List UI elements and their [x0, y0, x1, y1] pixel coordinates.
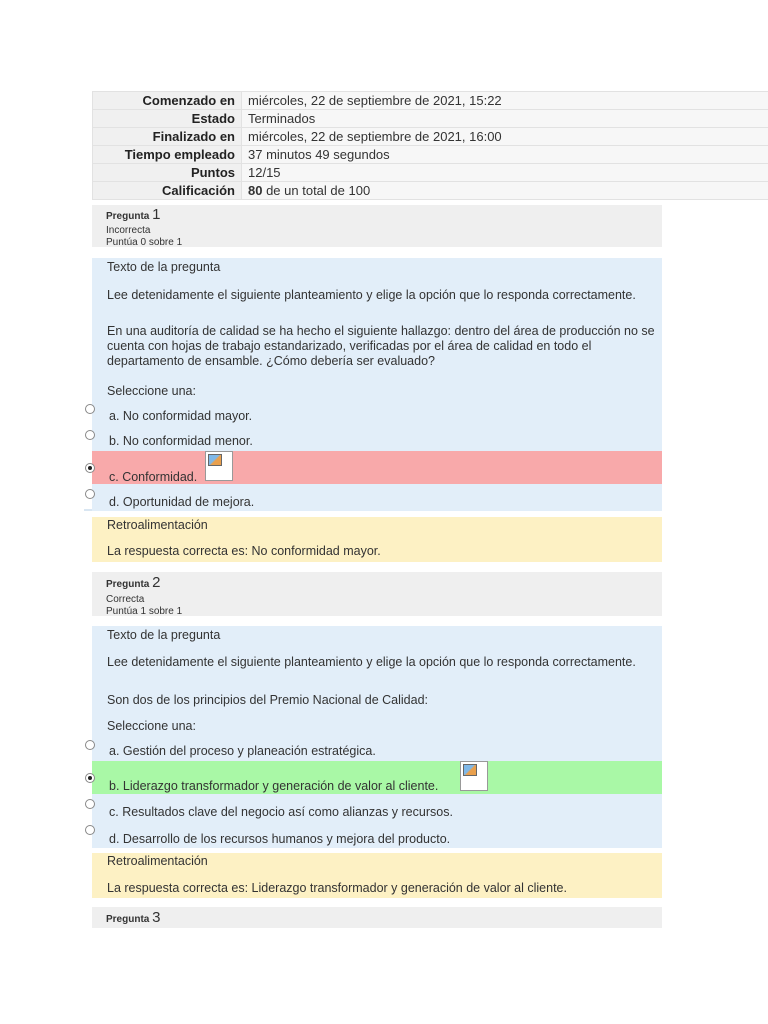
question-body: Son dos de los principios del Premio Nacional de Calidad:: [107, 693, 429, 707]
summary-key: Comenzado en: [93, 92, 242, 110]
q1-option-d[interactable]: [92, 484, 662, 511]
summary-value: 37 minutos 49 segundos: [242, 146, 768, 164]
feedback-heading: Retroalimentación: [107, 854, 208, 868]
question-intro: Lee detenidamente el siguiente planteamiento y elige la opción que lo responda correctamente.: [107, 288, 636, 302]
question-number: 1: [152, 206, 161, 223]
question-label: Pregunta: [106, 579, 150, 590]
feedback-text: La respuesta correcta es: No conformidad mayor.: [107, 544, 381, 558]
attempt-summary-table: [92, 91, 768, 200]
q2-radio-a[interactable]: [85, 740, 95, 750]
question-1-info: [92, 205, 662, 247]
question-body: En una auditoría de calidad se ha hecho el siguiente hallazgo: dentro del área de producción no se cuenta con hojas de trabajo estandarizado, verificadas por el área de calidad en todo el departamento de ensamble. ¿Cómo debería ser evaluado?: [107, 324, 655, 368]
summary-row-grade: [93, 182, 768, 200]
option-label: c. Resultados clave del negocio así como alianzas y recursos.: [109, 805, 453, 819]
grade-total: de un total de 100: [262, 183, 371, 198]
q2-option-c[interactable]: [92, 794, 662, 821]
option-label: d. Oportunidad de mejora.: [109, 495, 255, 509]
question-marks: Puntúa 1 sobre 1: [106, 606, 183, 617]
question-text-heading: Texto de la pregunta: [107, 260, 221, 274]
option-label: c. Conformidad.: [109, 470, 198, 484]
q1-option-b[interactable]: [92, 430, 662, 451]
q2-radio-d[interactable]: [85, 825, 95, 835]
feedback-text: La respuesta correcta es: Liderazgo transformador y generación de valor al cliente.: [107, 881, 567, 895]
summary-row-points: [93, 164, 768, 182]
incorrect-image-icon: [205, 451, 233, 481]
select-prompt: Seleccione una:: [107, 719, 196, 733]
question-1-feedback: [92, 517, 662, 562]
question-3-info: [92, 907, 662, 928]
summary-key: Estado: [93, 110, 242, 128]
divider: [84, 509, 92, 511]
question-intro: Lee detenidamente el siguiente planteamiento y elige la opción que lo responda correctamente.: [107, 655, 636, 669]
question-number: 3: [152, 909, 161, 926]
question-label: Pregunta: [106, 914, 150, 925]
select-prompt: Seleccione una:: [107, 384, 196, 398]
question-marks: Puntúa 0 sobre 1: [106, 237, 183, 248]
q2-radio-b[interactable]: [85, 773, 95, 783]
summary-value: miércoles, 22 de septiembre de 2021, 15:22: [242, 92, 768, 110]
question-text-heading: Texto de la pregunta: [107, 628, 221, 642]
summary-value: Terminados: [242, 110, 768, 128]
question-2-feedback: [92, 853, 662, 898]
q2-option-d[interactable]: [92, 821, 662, 848]
summary-value: 12/15: [242, 164, 768, 182]
option-label: a. No conformidad mayor.: [109, 409, 253, 423]
q2-option-b[interactable]: [92, 761, 662, 794]
summary-row-time: [93, 146, 768, 164]
q1-option-a[interactable]: [92, 404, 662, 430]
question-number: 2: [152, 574, 161, 591]
q1-option-c[interactable]: [92, 451, 662, 484]
summary-value: [242, 182, 768, 200]
option-label: b. Liderazgo transformador y generación de valor al cliente.: [109, 779, 439, 793]
summary-key: Tiempo empleado: [93, 146, 242, 164]
q1-radio-c[interactable]: [85, 463, 95, 473]
q2-option-a[interactable]: [92, 738, 662, 761]
summary-key: Puntos: [93, 164, 242, 182]
option-label: b. No conformidad menor.: [109, 434, 253, 448]
grade-value: 80: [248, 183, 263, 198]
summary-key: Finalizado en: [93, 128, 242, 146]
question-2-info: [92, 572, 662, 616]
question-label: Pregunta: [106, 211, 150, 222]
feedback-heading: Retroalimentación: [107, 518, 208, 532]
summary-row-state: [93, 110, 768, 128]
option-label: a. Gestión del proceso y planeación estratégica.: [109, 744, 376, 758]
q2-radio-c[interactable]: [85, 799, 95, 809]
question-state: Incorrecta: [106, 225, 151, 236]
q1-radio-d[interactable]: [85, 489, 95, 499]
summary-key: Calificación: [93, 182, 242, 200]
q1-radio-b[interactable]: [85, 430, 95, 440]
summary-row-started: [93, 92, 768, 110]
summary-row-finished: [93, 128, 768, 146]
question-state: Correcta: [106, 594, 145, 605]
summary-value: miércoles, 22 de septiembre de 2021, 16:00: [242, 128, 768, 146]
correct-image-icon: [460, 761, 488, 791]
option-label: d. Desarrollo de los recursos humanos y mejora del producto.: [109, 832, 451, 846]
q1-radio-a[interactable]: [85, 404, 95, 414]
